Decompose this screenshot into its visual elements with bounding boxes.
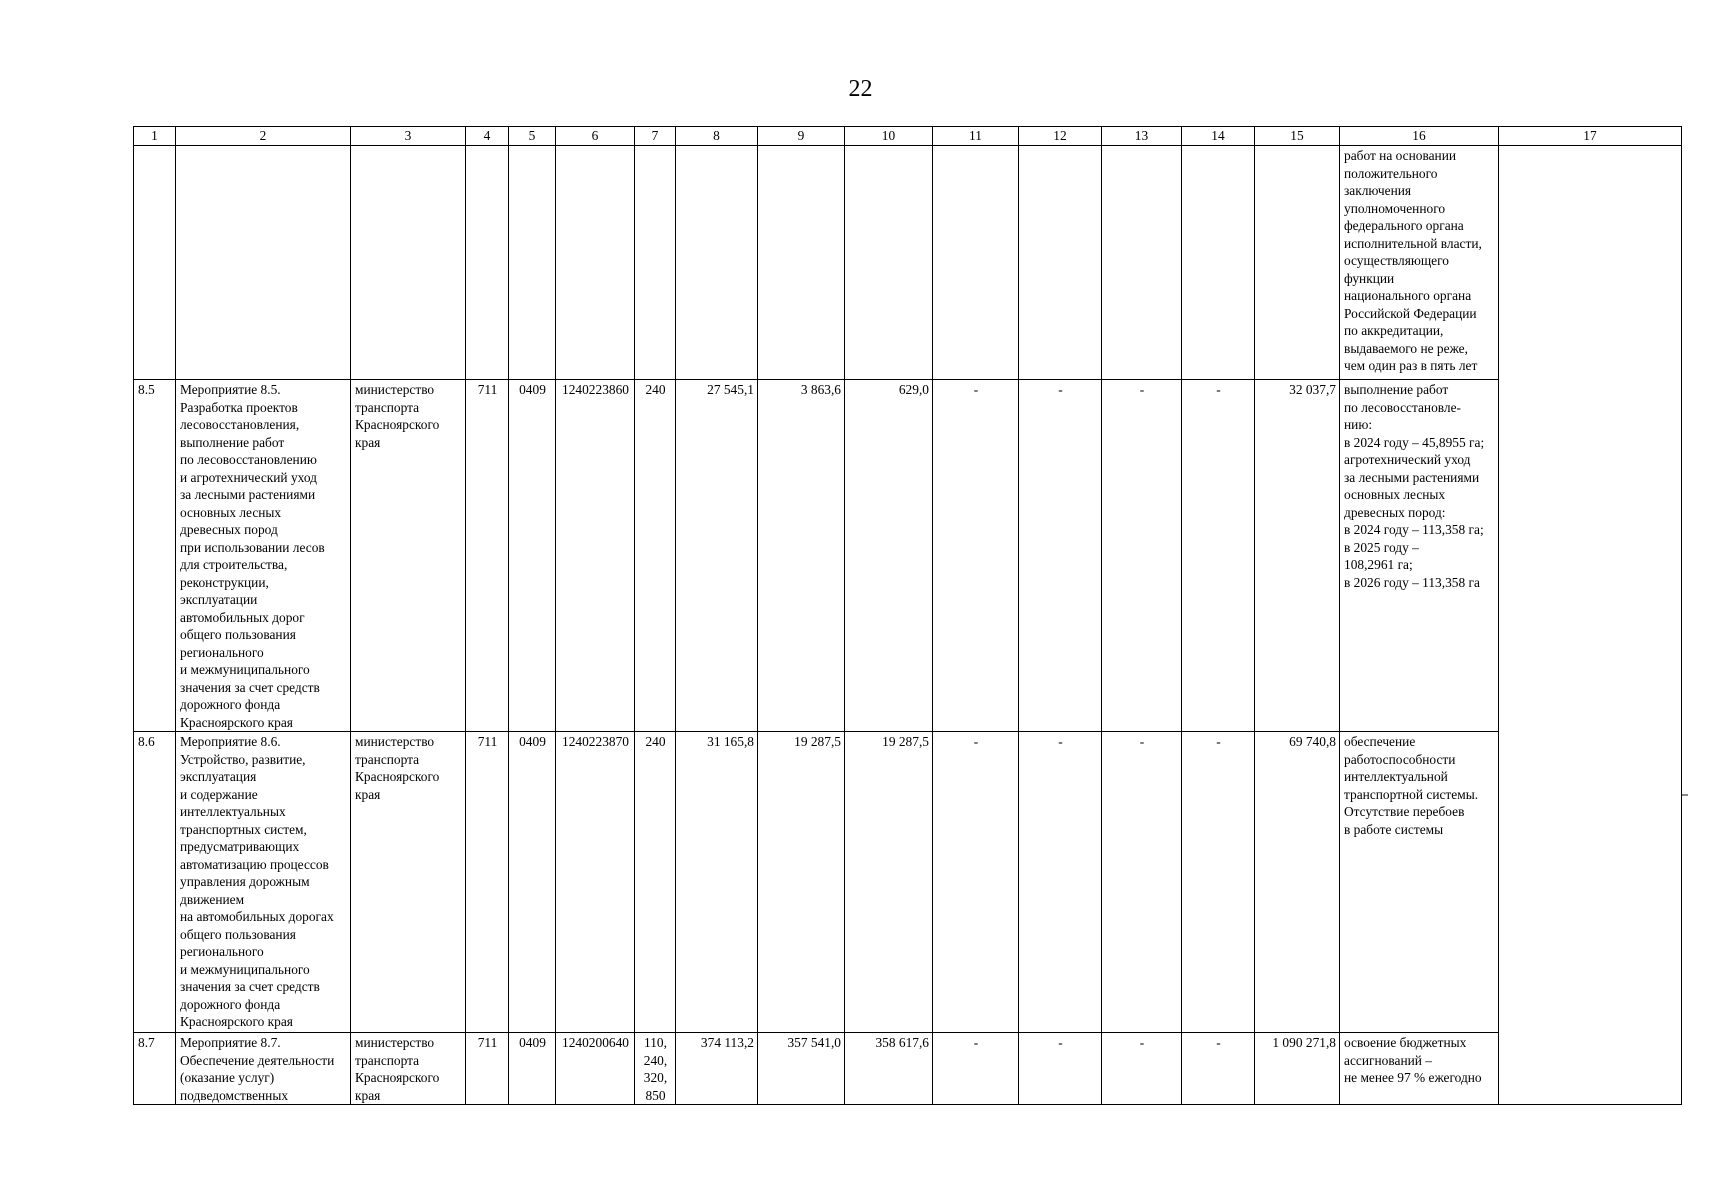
table-cell	[134, 146, 176, 380]
table-cell	[556, 146, 635, 380]
table-cell	[1102, 146, 1182, 380]
column-header: 8	[676, 127, 758, 146]
amount-cell: 19 287,5	[845, 732, 933, 1033]
amount-cell: -	[1019, 1033, 1102, 1105]
table-cell	[509, 146, 556, 380]
code-cell: 0409	[509, 1033, 556, 1105]
continuation-row	[134, 146, 1682, 380]
amount-cell: 31 165,8	[676, 732, 758, 1033]
result-cell: обеспечение работоспособности интеллектуальной транспортной системы. Отсутствие перебоев в работе системы	[1340, 732, 1499, 1033]
amount-cell: -	[1019, 380, 1102, 732]
col17-cell	[1499, 146, 1682, 1105]
amount-cell: 3 863,6	[758, 380, 845, 732]
total-cell: 69 740,8	[1255, 732, 1340, 1033]
activity-name: Мероприятие 8.6. Устройство, развитие, эксплуатация и содержание интеллектуальных транспортных систем, предусматривающих автоматизацию процессов управления дорожным движением на автомобильных дорогах общего пользования регионального и межмуниципального значения за счет средств дорожного фонда Красноярского края	[176, 732, 351, 1033]
table-cell	[758, 146, 845, 380]
amount-cell: -	[1182, 380, 1255, 732]
page-number: 22	[848, 76, 873, 102]
table-cell	[466, 146, 509, 380]
column-header: 17	[1499, 127, 1682, 146]
code-cell: 711	[466, 1033, 509, 1105]
code-cell: 711	[466, 732, 509, 1033]
executor-cell: министерство транспорта Красноярского края	[351, 1033, 466, 1105]
amount-cell: -	[933, 1033, 1019, 1105]
column-header: 3	[351, 127, 466, 146]
row-number: 8.5	[134, 380, 176, 732]
amount-cell: -	[1102, 380, 1182, 732]
column-header: 6	[556, 127, 635, 146]
table-cell	[933, 146, 1019, 380]
amount-cell: 629,0	[845, 380, 933, 732]
table-cell	[845, 146, 933, 380]
table-cell	[176, 146, 351, 380]
amount-cell: 357 541,0	[758, 1033, 845, 1105]
column-header: 10	[845, 127, 933, 146]
amount-cell: 19 287,5	[758, 732, 845, 1033]
amount-cell: -	[933, 732, 1019, 1033]
code-cell: 1240223860	[556, 380, 635, 732]
column-number-row	[134, 127, 1682, 146]
table-row	[134, 1033, 1682, 1105]
column-header: 4	[466, 127, 509, 146]
column-header: 9	[758, 127, 845, 146]
amount-cell: -	[1019, 732, 1102, 1033]
column-header: 12	[1019, 127, 1102, 146]
code-cell: 240	[635, 732, 676, 1033]
activity-name: Мероприятие 8.7. Обеспечение деятельности (оказание услуг) подведомственных	[176, 1033, 351, 1105]
table-cell	[1255, 146, 1340, 380]
column-header: 1	[134, 127, 176, 146]
column-header: 15	[1255, 127, 1340, 146]
code-cell: 711	[466, 380, 509, 732]
amount-cell: 374 113,2	[676, 1033, 758, 1105]
amount-cell: 358 617,6	[845, 1033, 933, 1105]
table-cell	[1182, 146, 1255, 380]
amount-cell: -	[933, 380, 1019, 732]
code-cell: 1240223870	[556, 732, 635, 1033]
code-cell: 0409	[509, 380, 556, 732]
amount-cell: -	[1102, 732, 1182, 1033]
table-row	[134, 380, 1682, 732]
column-header: 11	[933, 127, 1019, 146]
amount-cell: 27 545,1	[676, 380, 758, 732]
table-cell	[351, 146, 466, 380]
table-cell	[676, 146, 758, 380]
total-cell: 32 037,7	[1255, 380, 1340, 732]
total-cell: 1 090 271,8	[1255, 1033, 1340, 1105]
row-number: 8.6	[134, 732, 176, 1033]
table-cell	[635, 146, 676, 380]
table-row	[134, 732, 1682, 1033]
amount-cell: -	[1182, 1033, 1255, 1105]
column-header: 7	[635, 127, 676, 146]
row-number: 8.7	[134, 1033, 176, 1105]
column-header: 14	[1182, 127, 1255, 146]
code-cell: 0409	[509, 732, 556, 1033]
executor-cell: министерство транспорта Красноярского края	[351, 732, 466, 1033]
result-cell: работ на основании положительного заключения уполномоченного федерального органа исполнительной власти, осуществляющего функции национального органа Российской Федерации по аккредитации, выдаваемого не реже, чем один раз в пять лет	[1340, 146, 1499, 380]
executor-cell: министерство транспорта Красноярского края	[351, 380, 466, 732]
column-header: 16	[1340, 127, 1499, 146]
scan-speck	[1682, 794, 1688, 796]
result-cell: выполнение работ по лесовосстановле- нию: в 2024 году – 45,8955 га; агротехнический уход за лесными растениями основных лесных древесных пород: в 2024 году – 113,358 га; в 2025 году – 108,2961 га; в 2026 году – 113,358 га	[1340, 380, 1499, 732]
budget-table	[133, 126, 1682, 1105]
code-cell: 110, 240, 320, 850	[635, 1033, 676, 1105]
result-cell: освоение бюджетных ассигнований – не менее 97 % ежегодно	[1340, 1033, 1499, 1105]
column-header: 13	[1102, 127, 1182, 146]
amount-cell: -	[1182, 732, 1255, 1033]
amount-cell: -	[1102, 1033, 1182, 1105]
column-header: 5	[509, 127, 556, 146]
code-cell: 1240200640	[556, 1033, 635, 1105]
code-cell: 240	[635, 380, 676, 732]
column-header: 2	[176, 127, 351, 146]
activity-name: Мероприятие 8.5. Разработка проектов лесовосстановления, выполнение работ по лесовосстановлению и агротехнический уход за лесными растениями основных лесных древесных пород при использовании лесов для строительства, реконструкции, эксплуатации автомобильных дорог общего пользования регионального и межмуниципального значения за счет средств дорожного фонда Красноярского края	[176, 380, 351, 732]
table-cell	[1019, 146, 1102, 380]
